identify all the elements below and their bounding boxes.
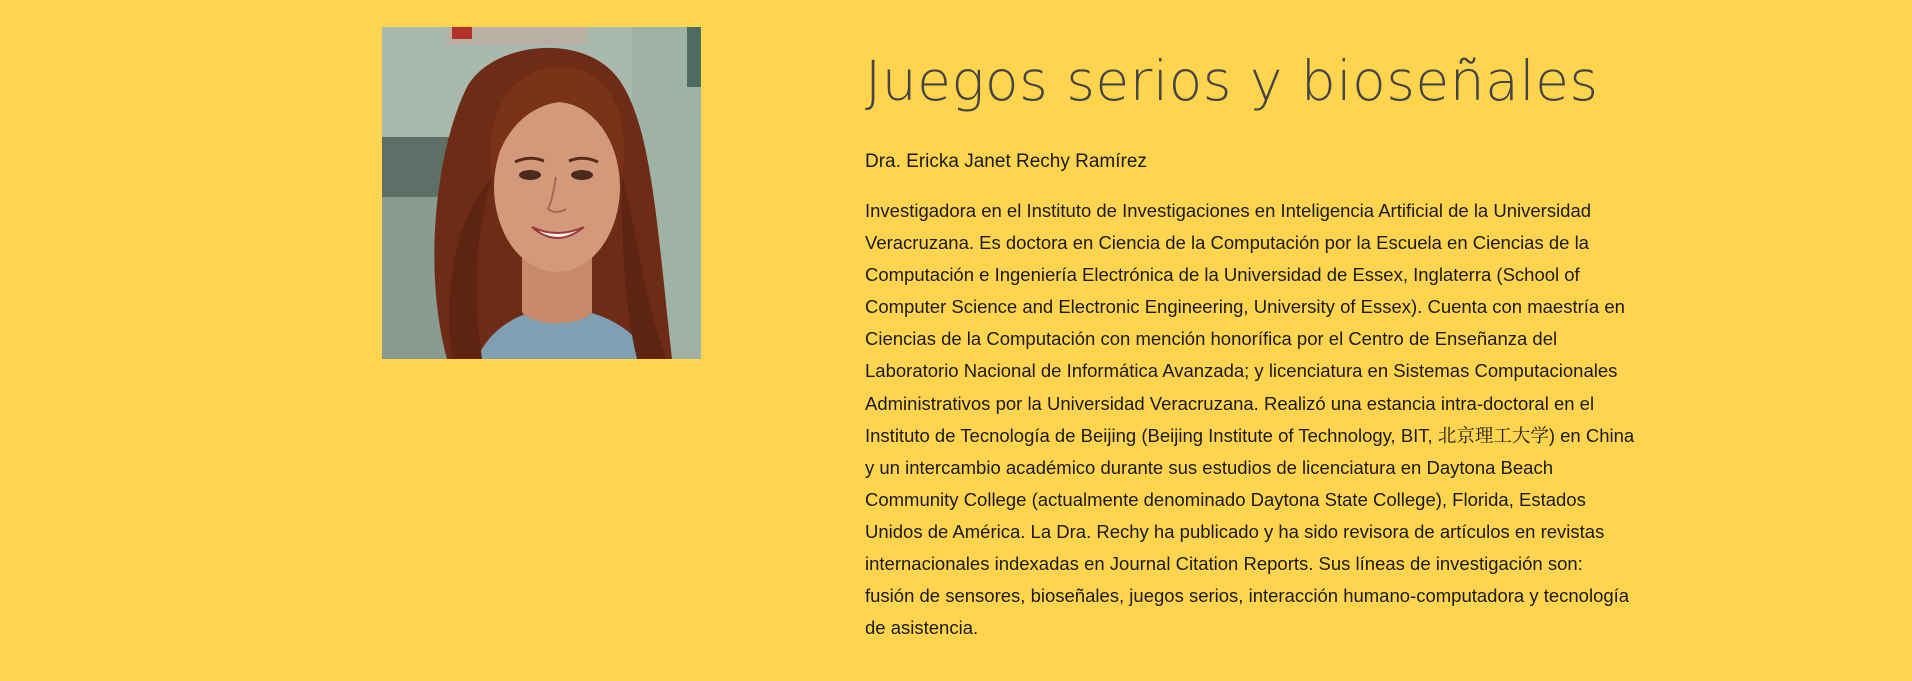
author-name: Dra. Ericka Janet Rechy Ramírez	[865, 151, 1147, 172]
page-title: Juegos serios y bioseñales	[865, 49, 1599, 113]
profile-content	[865, 40, 1645, 644]
author-bio: Investigadora en el Instituto de Investigaciones en Inteligencia Artificial de la Universidad Veracruzana. Es doctora en Ciencia de la Computación por la Escuela en Ciencias de la Computación e Ingeniería Electrónica de la Universidad de Essex, Inglaterra (School of Computer Science and Electronic Engineering, University of Essex). Cuenta con maestría en Ciencias de la Computación con mención honorífica por el Centro de Enseñanza del Laboratorio Nacional de Informática Avanzada; y licenciatura en Sistemas Computacionales Administrativos por la Universidad Veracruzana. Realizó una estancia intra-doctoral en el Instituto de Tecnología de Beijing (Beijing Institute of Technology, BIT, 北京理工大学) en China y un intercambio académico durante sus estudios de licenciatura en Daytona Beach Community College (actualmente denominado Daytona State College), Florida, Estados Unidos de América. La Dra. Rechy ha publicado y ha sido revisora de artículos en revistas internacionales indexadas en Journal Citation Reports. Sus líneas de investigación son: fusión de sensores, bioseñales, juegos serios, interacción humano-computadora y tecnología de asistencia.	[865, 200, 1635, 639]
profile-photo	[382, 27, 701, 359]
portrait-photo-icon	[382, 27, 701, 359]
